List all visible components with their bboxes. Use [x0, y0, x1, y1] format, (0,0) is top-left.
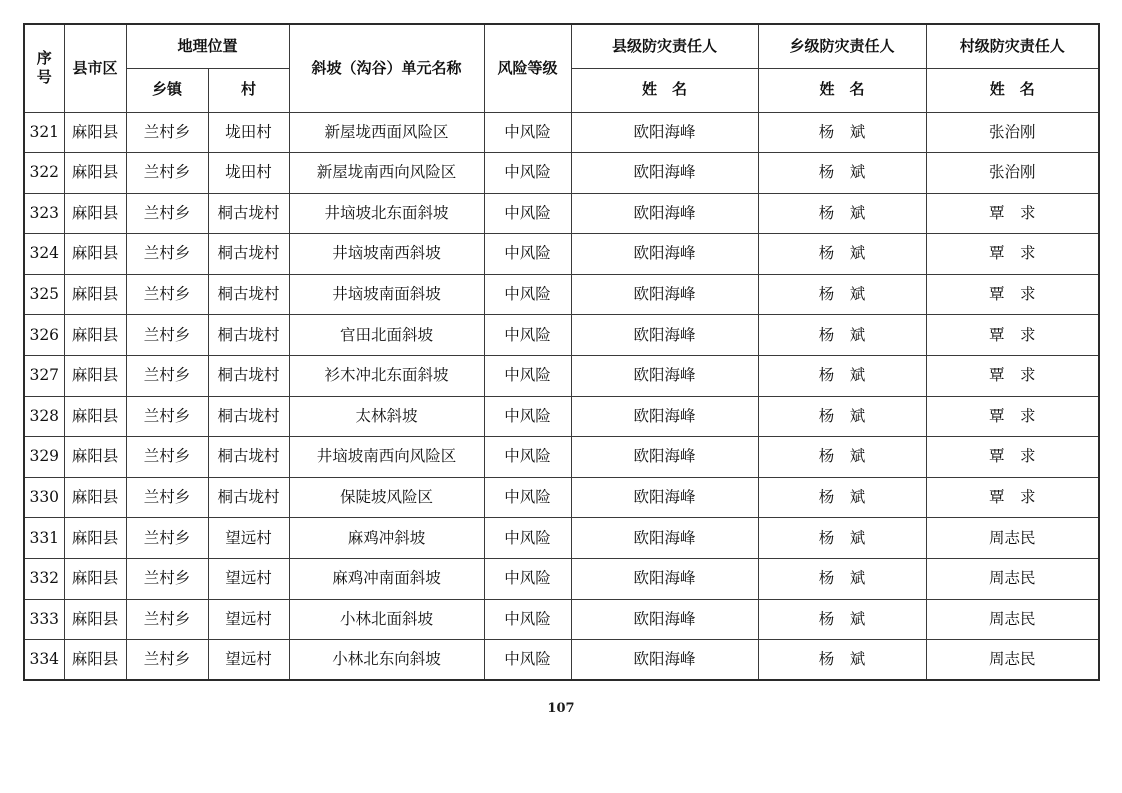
cell-village-person: 覃 求: [926, 396, 1099, 437]
cell-village-person: 覃 求: [926, 356, 1099, 397]
cell-risk-level: 中风险: [484, 356, 571, 397]
cell-county-person: 欧阳海峰: [571, 477, 758, 518]
cell-village: 望远村: [208, 599, 289, 640]
cell-township: 兰村乡: [126, 234, 208, 275]
cell-village: 桐古垅村: [208, 477, 289, 518]
cell-county: 麻阳县: [64, 193, 126, 234]
cell-serial: 334: [24, 640, 64, 681]
cell-county-person: 欧阳海峰: [571, 112, 758, 153]
col-header-serial-label: 序号: [36, 48, 52, 87]
cell-county-person: 欧阳海峰: [571, 356, 758, 397]
cell-township-person: 杨 斌: [758, 640, 926, 681]
cell-village: 桐古垅村: [208, 193, 289, 234]
cell-township-person: 杨 斌: [758, 274, 926, 315]
table-row: [24, 437, 1099, 478]
cell-township-person: 杨 斌: [758, 599, 926, 640]
cell-village-person: 覃 求: [926, 274, 1099, 315]
cell-unit-name: 麻鸡冲南面斜坡: [289, 559, 484, 600]
col-header-village-responsible: 村级防灾责任人: [926, 24, 1099, 68]
cell-village-person: 周志民: [926, 640, 1099, 681]
risk-table: [23, 23, 1100, 681]
cell-township: 兰村乡: [126, 640, 208, 681]
table-row: [24, 599, 1099, 640]
cell-township-person: 杨 斌: [758, 437, 926, 478]
table-row: [24, 234, 1099, 275]
cell-village: 望远村: [208, 640, 289, 681]
cell-county: 麻阳县: [64, 477, 126, 518]
cell-risk-level: 中风险: [484, 315, 571, 356]
cell-county-person: 欧阳海峰: [571, 518, 758, 559]
cell-village: 垅田村: [208, 112, 289, 153]
cell-township: 兰村乡: [126, 315, 208, 356]
cell-township-person: 杨 斌: [758, 153, 926, 194]
cell-county-person: 欧阳海峰: [571, 396, 758, 437]
cell-county-person: 欧阳海峰: [571, 640, 758, 681]
cell-county-person: 欧阳海峰: [571, 234, 758, 275]
cell-village-person: 覃 求: [926, 193, 1099, 234]
cell-risk-level: 中风险: [484, 640, 571, 681]
cell-unit-name: 新屋垅西面风险区: [289, 112, 484, 153]
col-header-township-responsible: 乡级防灾责任人: [758, 24, 926, 68]
table-row: [24, 274, 1099, 315]
table-row: [24, 193, 1099, 234]
table-header: [24, 24, 1099, 112]
cell-county: 麻阳县: [64, 559, 126, 600]
cell-serial: 321: [24, 112, 64, 153]
cell-county-person: 欧阳海峰: [571, 315, 758, 356]
cell-village-person: 覃 求: [926, 477, 1099, 518]
col-header-risk-level: 风险等级: [484, 24, 571, 112]
col-header-unit-name: 斜坡（沟谷）单元名称: [289, 24, 484, 112]
cell-village: 桐古垅村: [208, 396, 289, 437]
table-row: [24, 356, 1099, 397]
cell-village: 望远村: [208, 518, 289, 559]
cell-village: 桐古垅村: [208, 234, 289, 275]
col-header-serial: [24, 24, 64, 112]
table-row: [24, 315, 1099, 356]
cell-unit-name: 小林北东向斜坡: [289, 640, 484, 681]
cell-risk-level: 中风险: [484, 112, 571, 153]
cell-village: 桐古垅村: [208, 274, 289, 315]
cell-unit-name: 保陡坡风险区: [289, 477, 484, 518]
cell-risk-level: 中风险: [484, 599, 571, 640]
cell-unit-name: 太林斜坡: [289, 396, 484, 437]
table-body: [24, 112, 1099, 680]
cell-village-person: 张治刚: [926, 153, 1099, 194]
table-row: [24, 153, 1099, 194]
cell-serial: 333: [24, 599, 64, 640]
cell-village: 桐古垅村: [208, 356, 289, 397]
cell-serial: 326: [24, 315, 64, 356]
cell-township-person: 杨 斌: [758, 193, 926, 234]
cell-township: 兰村乡: [126, 356, 208, 397]
cell-county: 麻阳县: [64, 396, 126, 437]
cell-risk-level: 中风险: [484, 396, 571, 437]
cell-county: 麻阳县: [64, 153, 126, 194]
cell-risk-level: 中风险: [484, 559, 571, 600]
cell-unit-name: 井垴坡南面斜坡: [289, 274, 484, 315]
col-header-county-responsible: 县级防灾责任人: [571, 24, 758, 68]
cell-unit-name: 井垴坡北东面斜坡: [289, 193, 484, 234]
cell-township: 兰村乡: [126, 112, 208, 153]
cell-township: 兰村乡: [126, 599, 208, 640]
cell-county: 麻阳县: [64, 640, 126, 681]
cell-township: 兰村乡: [126, 396, 208, 437]
cell-village-person: 张治刚: [926, 112, 1099, 153]
cell-serial: 327: [24, 356, 64, 397]
cell-county-person: 欧阳海峰: [571, 274, 758, 315]
cell-county: 麻阳县: [64, 234, 126, 275]
cell-village: 望远村: [208, 559, 289, 600]
cell-village: 桐古垅村: [208, 437, 289, 478]
cell-village-person: 周志民: [926, 518, 1099, 559]
cell-township: 兰村乡: [126, 559, 208, 600]
cell-village: 垅田村: [208, 153, 289, 194]
table-row: [24, 477, 1099, 518]
cell-township: 兰村乡: [126, 437, 208, 478]
col-header-village: 村: [208, 68, 289, 112]
cell-unit-name: 官田北面斜坡: [289, 315, 484, 356]
cell-serial: 331: [24, 518, 64, 559]
table-row: [24, 112, 1099, 153]
cell-county: 麻阳县: [64, 274, 126, 315]
table-row: [24, 559, 1099, 600]
cell-township: 兰村乡: [126, 274, 208, 315]
cell-township-person: 杨 斌: [758, 518, 926, 559]
cell-serial: 325: [24, 274, 64, 315]
col-header-township: 乡镇: [126, 68, 208, 112]
cell-village-person: 覃 求: [926, 315, 1099, 356]
cell-township-person: 杨 斌: [758, 477, 926, 518]
cell-risk-level: 中风险: [484, 518, 571, 559]
cell-serial: 323: [24, 193, 64, 234]
col-header-county-name: 姓 名: [571, 68, 758, 112]
cell-risk-level: 中风险: [484, 234, 571, 275]
cell-serial: 322: [24, 153, 64, 194]
cell-township: 兰村乡: [126, 153, 208, 194]
cell-unit-name: 井垴坡南西向风险区: [289, 437, 484, 478]
table-row: [24, 518, 1099, 559]
cell-township-person: 杨 斌: [758, 356, 926, 397]
cell-serial: 328: [24, 396, 64, 437]
cell-township-person: 杨 斌: [758, 234, 926, 275]
cell-unit-name: 小林北面斜坡: [289, 599, 484, 640]
cell-village-person: 周志民: [926, 599, 1099, 640]
cell-risk-level: 中风险: [484, 477, 571, 518]
col-header-township-name: 姓 名: [758, 68, 926, 112]
table-row: [24, 640, 1099, 681]
cell-county: 麻阳县: [64, 112, 126, 153]
cell-serial: 329: [24, 437, 64, 478]
cell-risk-level: 中风险: [484, 437, 571, 478]
cell-township-person: 杨 斌: [758, 112, 926, 153]
table-row: [24, 396, 1099, 437]
cell-county-person: 欧阳海峰: [571, 193, 758, 234]
cell-village: 桐古垅村: [208, 315, 289, 356]
cell-county-person: 欧阳海峰: [571, 599, 758, 640]
cell-serial: 324: [24, 234, 64, 275]
page-number: 107: [547, 701, 575, 716]
cell-risk-level: 中风险: [484, 274, 571, 315]
cell-county: 麻阳县: [64, 315, 126, 356]
cell-unit-name: 衫木冲北东面斜坡: [289, 356, 484, 397]
cell-township: 兰村乡: [126, 193, 208, 234]
cell-risk-level: 中风险: [484, 153, 571, 194]
cell-county-person: 欧阳海峰: [571, 437, 758, 478]
cell-county-person: 欧阳海峰: [571, 153, 758, 194]
cell-unit-name: 新屋垅南西向风险区: [289, 153, 484, 194]
cell-county: 麻阳县: [64, 356, 126, 397]
col-header-county: 县市区: [64, 24, 126, 112]
cell-village-person: 周志民: [926, 559, 1099, 600]
col-header-village-name: 姓 名: [926, 68, 1099, 112]
cell-village-person: 覃 求: [926, 437, 1099, 478]
cell-county-person: 欧阳海峰: [571, 559, 758, 600]
cell-county: 麻阳县: [64, 518, 126, 559]
cell-county: 麻阳县: [64, 599, 126, 640]
cell-unit-name: 井垴坡南西斜坡: [289, 234, 484, 275]
cell-serial: 330: [24, 477, 64, 518]
cell-township: 兰村乡: [126, 477, 208, 518]
cell-township-person: 杨 斌: [758, 396, 926, 437]
cell-township-person: 杨 斌: [758, 315, 926, 356]
header-row-1: [24, 24, 1099, 68]
cell-township-person: 杨 斌: [758, 559, 926, 600]
col-header-location-group: 地理位置: [126, 24, 289, 68]
cell-township: 兰村乡: [126, 518, 208, 559]
cell-village-person: 覃 求: [926, 234, 1099, 275]
cell-county: 麻阳县: [64, 437, 126, 478]
cell-serial: 332: [24, 559, 64, 600]
cell-unit-name: 麻鸡冲斜坡: [289, 518, 484, 559]
cell-risk-level: 中风险: [484, 193, 571, 234]
